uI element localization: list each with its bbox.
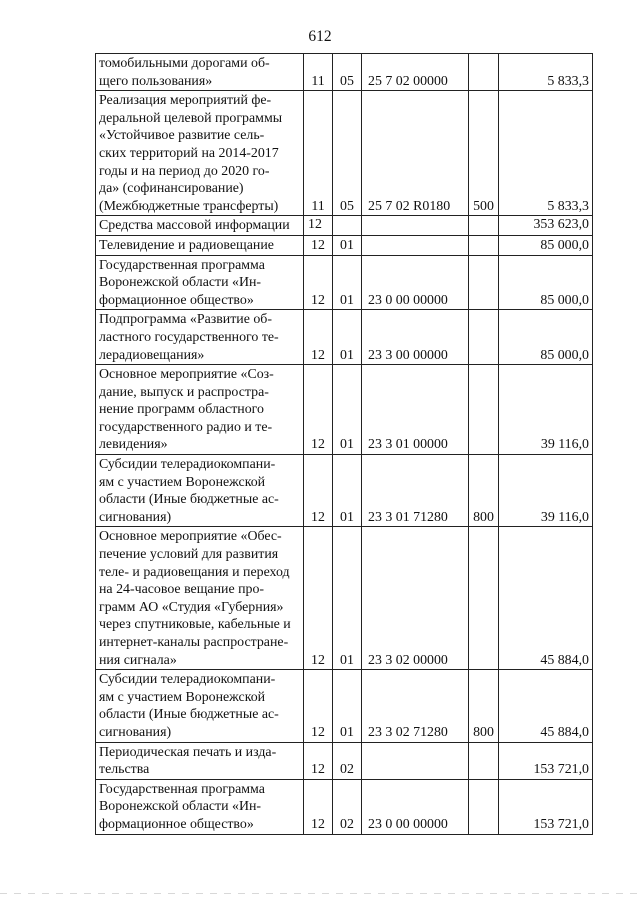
expense-type-code (469, 216, 499, 236)
section-code: 12 (304, 779, 333, 834)
section-code: 11 (304, 54, 333, 91)
item-name-line: государственного радио и те- (99, 419, 273, 435)
row-item-name (96, 365, 304, 455)
row-item-name (96, 779, 304, 834)
amount-value: 353 623,0 (499, 216, 593, 236)
item-name-line: нение программ областного (99, 402, 264, 418)
amount-value: 153 721,0 (499, 742, 593, 779)
item-name-line: да» (софинансирование) (99, 181, 244, 197)
item-name-line: левидения» (99, 437, 168, 453)
section-code: 12 (304, 455, 333, 527)
table-row (96, 91, 593, 216)
target-article-code: 23 3 01 71280 (362, 455, 469, 527)
table-row (96, 455, 593, 527)
amount-value: 85 000,0 (499, 310, 593, 365)
item-name-line: Воронежской области «Ин- (99, 799, 262, 815)
item-name-line: ластного государственного те- (99, 329, 279, 345)
expense-type-code (469, 527, 499, 670)
expense-type-code (469, 742, 499, 779)
row-item-name (96, 742, 304, 779)
subsection-code: 02 (333, 742, 362, 779)
item-name-line: теле- и радиовещания и переход (99, 564, 290, 580)
section-code: 12 (304, 235, 333, 255)
item-name-line: тельства (99, 762, 150, 778)
subsection-code: 01 (333, 670, 362, 742)
expense-type-code (469, 779, 499, 834)
subsection-code: 01 (333, 310, 362, 365)
item-name-line: интернет-каналы распростране- (99, 635, 289, 650)
row-item-name (96, 54, 304, 91)
amount-value: 5 833,3 (499, 54, 593, 91)
item-name-line: Периодическая печать и изда- (99, 744, 277, 760)
item-name-line: дание, выпуск и распростра- (99, 384, 269, 400)
item-name-line: области (Иные бюджетные ас- (99, 492, 279, 508)
amount-value: 85 000,0 (499, 235, 593, 255)
item-name-line: ния сигнала» (99, 652, 177, 668)
item-name-line: Субсидии телерадиокомпани- (99, 457, 276, 473)
section-code: 12 (304, 310, 333, 365)
item-name-line: Государственная программа (99, 257, 265, 273)
table-row (96, 235, 593, 255)
row-item-name (96, 455, 304, 527)
target-article-code (362, 235, 469, 255)
item-name-line: через спутниковые, кабельные и (99, 617, 291, 633)
expense-type-code (469, 310, 499, 365)
section-code: 12 (304, 670, 333, 742)
row-item-name (96, 91, 304, 216)
expense-type-code (469, 54, 499, 91)
item-name-line: на 24-часовое вещание про- (99, 582, 265, 598)
table-row (96, 54, 593, 91)
item-name-line: Субсидии телерадиокомпани- (99, 672, 276, 688)
amount-value: 45 884,0 (499, 527, 593, 670)
item-name-line: Основное мероприятие «Соз- (99, 367, 274, 383)
expense-type-code: 800 (469, 455, 499, 527)
item-name-line: (Межбюджетные трансферты) (99, 198, 279, 214)
amount-value: 5 833,3 (499, 91, 593, 216)
table-row (96, 527, 593, 670)
item-name-line: томобильными дорогами об- (99, 56, 270, 71)
row-item-name (96, 527, 304, 670)
subsection-code: 05 (333, 91, 362, 216)
budget-table (95, 53, 593, 835)
target-article-code: 23 3 01 00000 (362, 365, 469, 455)
subsection-code: 05 (333, 54, 362, 91)
target-article-code: 25 7 02 R0180 (362, 91, 469, 216)
item-name-line: ских территорий на 2014-2017 (99, 145, 279, 161)
table-row (96, 310, 593, 365)
expense-type-code (469, 365, 499, 455)
target-article-code: 23 0 00 00000 (362, 779, 469, 834)
target-article-code: 25 7 02 00000 (362, 54, 469, 91)
subsection-code: 01 (333, 365, 362, 455)
table-row (96, 742, 593, 779)
table-row (96, 779, 593, 834)
row-item-name (96, 216, 304, 236)
table-row (96, 365, 593, 455)
table-row (96, 670, 593, 742)
subsection-code (333, 216, 362, 236)
section-code: 12 (304, 527, 333, 670)
subsection-code: 01 (333, 235, 362, 255)
target-article-code: 23 3 02 00000 (362, 527, 469, 670)
subsection-code: 02 (333, 779, 362, 834)
item-name-line: годы и на период до 2020 го- (99, 163, 270, 179)
subsection-code: 01 (333, 255, 362, 310)
target-article-code (362, 216, 469, 236)
row-item-name (96, 255, 304, 310)
item-name-line: формационное общество» (99, 816, 254, 832)
table-row (96, 216, 593, 236)
item-name-line: лерадиовещания» (99, 347, 205, 363)
item-name-line: печение условий для развития (99, 547, 279, 563)
item-name-line: Средства массовой информации (99, 218, 290, 234)
section-code: 12 (304, 255, 333, 310)
item-name-line: Основное мероприятие «Обес- (99, 529, 282, 545)
item-name-line: области (Иные бюджетные ас- (99, 707, 279, 723)
row-item-name (96, 235, 304, 255)
item-name-line: Подпрограмма «Развитие об- (99, 312, 272, 328)
row-item-name (96, 310, 304, 365)
expense-type-code: 500 (469, 91, 499, 216)
amount-value: 153 721,0 (499, 779, 593, 834)
scan-edge-line (0, 893, 640, 894)
item-name-line: формационное общество» (99, 292, 254, 308)
amount-value: 39 116,0 (499, 365, 593, 455)
section-code: 12 (304, 216, 333, 236)
item-name-line: сигнования) (99, 509, 172, 525)
item-name-line: деральной целевой программы (99, 110, 283, 126)
item-name-line: Государственная программа (99, 781, 265, 797)
target-article-code: 23 3 00 00000 (362, 310, 469, 365)
item-name-line: Телевидение и радиовещание (99, 237, 274, 253)
amount-value: 39 116,0 (499, 455, 593, 527)
item-name-line: Реализация мероприятий фе- (99, 93, 272, 109)
budget-table-body (96, 54, 593, 835)
row-item-name (96, 670, 304, 742)
subsection-code: 01 (333, 527, 362, 670)
target-article-code: 23 0 00 00000 (362, 255, 469, 310)
target-article-code: 23 3 02 71280 (362, 670, 469, 742)
expense-type-code (469, 255, 499, 310)
item-name-line: грамм АО «Студия «Губерния» (99, 599, 284, 615)
item-name-line: Воронежской области «Ин- (99, 275, 262, 291)
expense-type-code: 800 (469, 670, 499, 742)
subsection-code: 01 (333, 455, 362, 527)
item-name-line: ям с участием Воронежской (99, 689, 266, 705)
item-name-line: сигнования) (99, 724, 172, 740)
section-code: 11 (304, 91, 333, 216)
item-name-line: щего пользования» (99, 73, 213, 89)
table-row (96, 255, 593, 310)
section-code: 12 (304, 742, 333, 779)
page-number: 612 (308, 28, 332, 45)
target-article-code (362, 742, 469, 779)
item-name-line: ям с участием Воронежской (99, 474, 266, 490)
amount-value: 45 884,0 (499, 670, 593, 742)
expense-type-code (469, 235, 499, 255)
section-code: 12 (304, 365, 333, 455)
amount-value: 85 000,0 (499, 255, 593, 310)
item-name-line: «Устойчивое развитие сель- (99, 128, 265, 144)
